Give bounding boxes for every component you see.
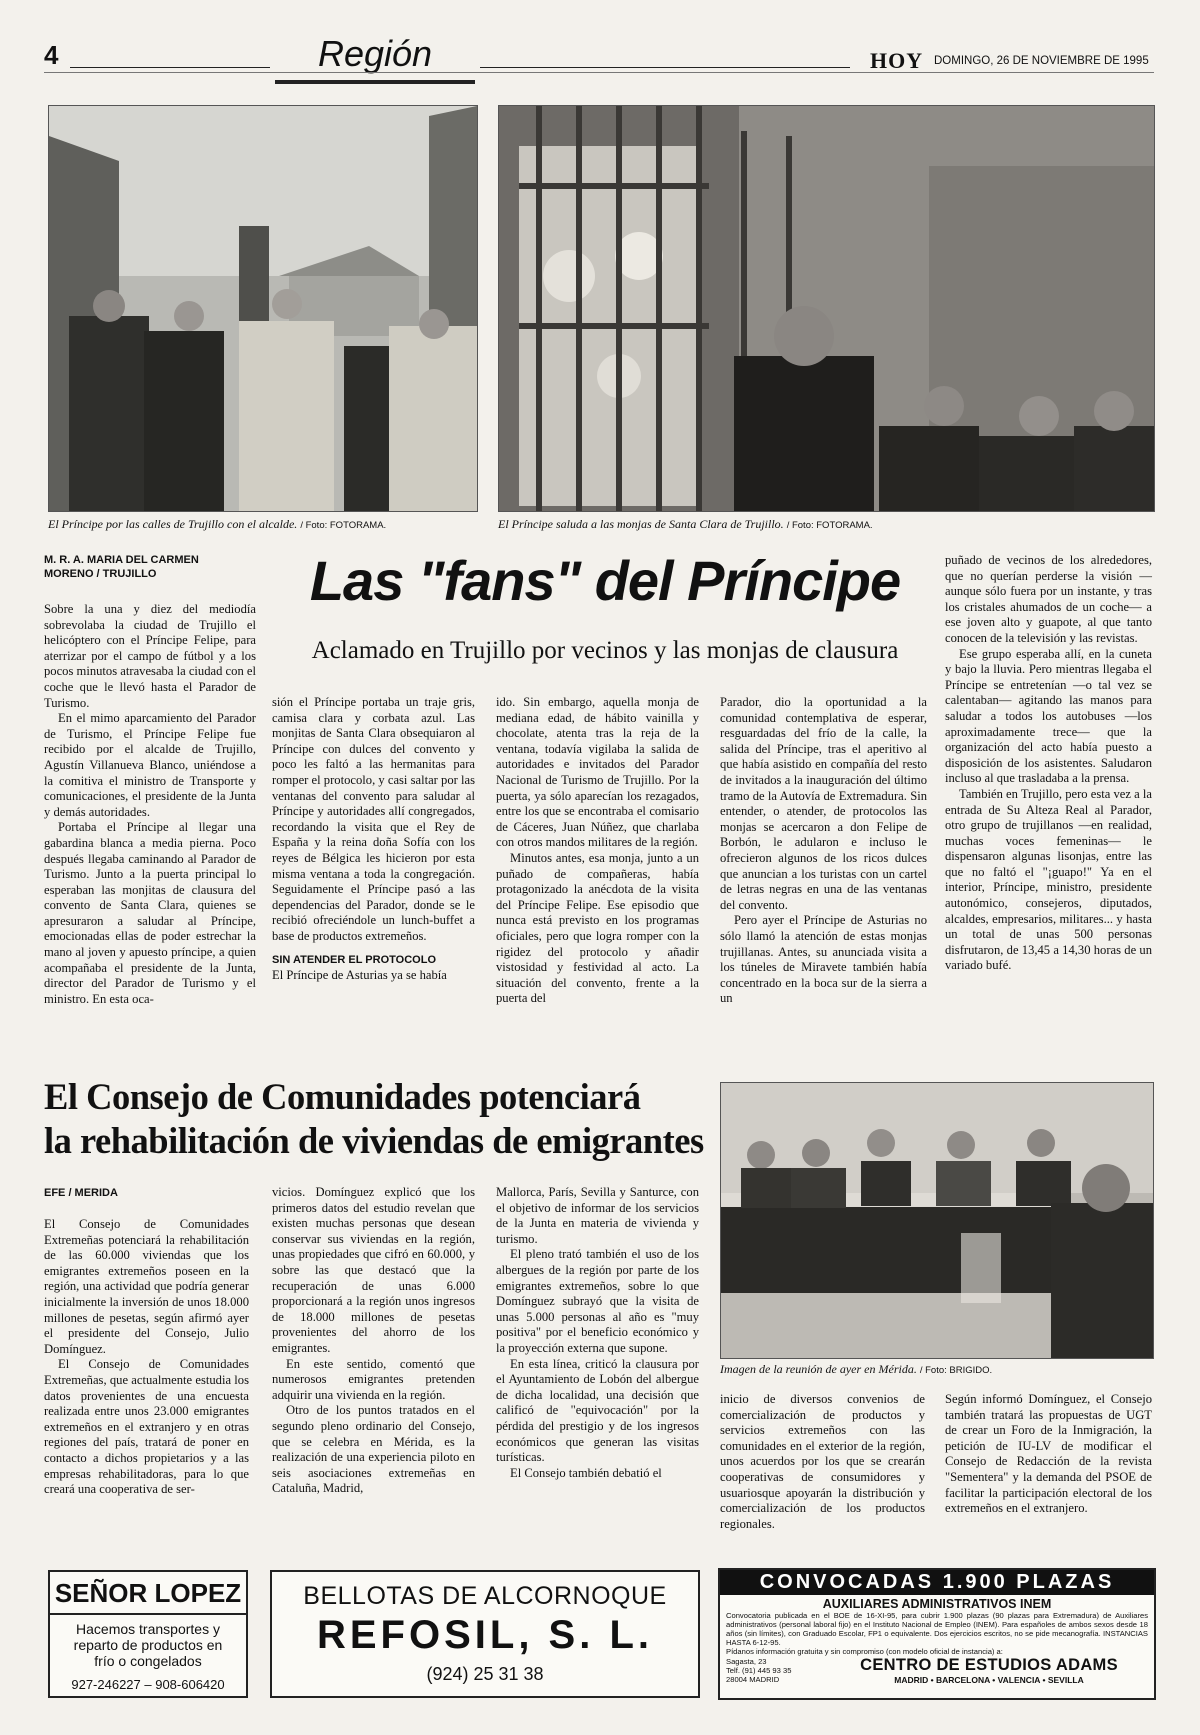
ad-adams-banner: CONVOCADAS 1.900 PLAZAS xyxy=(720,1570,1154,1595)
article2-byline: EFE / MERIDA xyxy=(44,1187,118,1199)
ad-refosil-name: REFOSIL, S. L. xyxy=(316,1613,654,1657)
ad-adams-school-block xyxy=(830,1656,1148,1685)
article1-paragraph: También en Trujillo, pero esta vez a la entrada de Su Alteza Real al Parador, otro grupo de trujillanos —en realidad, muchas voces femeninas— le dispensaron algunas lisonjas, entre las que no faltó el "¡guapo!" Ya en el interior, Príncipe, ministro, presidente autonómico, consejeros, diputados, alcaldes, empresarios, militares... y hasta un total de unas 500 personas disfrutaron, de 13,45 a 14,30 horas de un variado bufé. xyxy=(945,786,1152,973)
ad-adams-addr2: Telf. (91) 445 93 35 xyxy=(726,1666,792,1675)
article1-paragraph: Minutos antes, esa monja, junto a un puñado de compañeras, había protagonizado la anécdota de la visita del Príncipe Felipe. Ese episodio que nunca está previsto en los programas oficiales, pero que logra romper con la rigidez del protocolo y añadir vistosidad y festividad al acto. La situación del convento, frente a la puerta del xyxy=(496,850,699,1006)
article2-column-1 xyxy=(44,1217,249,1498)
caption-right-credit: / Foto: FOTORAMA. xyxy=(786,520,873,531)
ad-refosil-phone: (924) 25 31 38 xyxy=(426,1664,544,1684)
ad-refosil xyxy=(270,1570,700,1698)
article2-paragraph: El Consejo de Comunidades Extremeñas, que actualmente estudia los datos provenientes de una encuesta realizada entre unos 23.000 emigrantes extremeños en el extranjero y en otras regiones del país, tratará de poner en contacto a dichos propietarios y a las empresas rehabilitadoras, para lo que creará una cooperativa de ser- xyxy=(44,1357,249,1497)
article2-paragraph: inicio de diversos convenios de comercialización de productos y servicios extremeños con las comunidades en el exterior de la región, unos acuerdos por los que se crearán cooperativas de consumidores y usuariosque apoyarán la distribución y comercialización de los productos regionales. xyxy=(720,1392,925,1531)
article1-column-2 xyxy=(272,695,475,984)
article1-paragraph: El Príncipe de Asturias ya se había xyxy=(272,968,447,983)
photo-prince-nuns-image xyxy=(499,106,1154,511)
ad-adams-footer xyxy=(720,1656,1154,1690)
article1-paragraph: puñado de vecinos de los alrededores, que no querían perderse la visión —aunque sólo fuera por un instante, y tras los cristales ahumados de un coche— a ese joven alto y guapote, al que tanto conocen de la televisión y las revistas. xyxy=(945,553,1152,645)
article1-paragraph: ido. Sin embargo, aquella monja de mediana edad, de hábito vainilla y chocolate, atenta tras la reja de la ventana, todavía vigilaba la salida de autoridades e invitados del Parador Nacional de Turismo de Trujillo. Por la puerta, ya sólo aparecían los rezagados, entre los que se encontraba el comisario de Cáceres, Juan Núñez, que charlaba con otros mandos militares de la región. xyxy=(496,695,699,850)
article2-headline xyxy=(44,1075,724,1163)
article1-byline xyxy=(44,553,264,581)
photo-prince-streets xyxy=(48,105,478,512)
header-rule-left xyxy=(70,67,270,68)
article2-column-3 xyxy=(496,1185,699,1481)
ad-senor-lopez-line2: reparto de productos en xyxy=(73,1637,223,1653)
newspaper-name: HOY xyxy=(870,48,924,73)
section-title: Región xyxy=(318,33,433,74)
ad-refosil-line1: BELLOTAS DE ALCORNOQUE xyxy=(303,1582,667,1610)
header-date: DOMINGO, 26 DE NOVIEMBRE DE 1995 xyxy=(934,55,1149,67)
article1-byline-line2: MORENO / TRUJILLO xyxy=(44,568,157,580)
header-rule-right xyxy=(480,67,850,68)
ad-centro-adams xyxy=(718,1568,1156,1700)
photo-prince-streets-image xyxy=(49,106,477,511)
page-number: 4 xyxy=(44,40,59,70)
article2-headline-line1: El Consejo de Comunidades potenciará xyxy=(44,1076,641,1117)
article2-column-4 xyxy=(720,1392,925,1532)
article2-paragraph: Otro de los puntos tratados en el segundo pleno ordinario del Consejo, que se celebra en Mérida, es la realización de una experiencia piloto en seis asociaciones extremeñas en Cataluña, Madrid, xyxy=(272,1403,475,1496)
article1-byline-line1: M. R. A. MARIA DEL CARMEN xyxy=(44,554,199,566)
ad-senor-lopez-title: SEÑOR LOPEZ xyxy=(50,1578,246,1615)
article1-paragraph: Sobre la una y diez del mediodía sobrevolaba la ciudad de Trujillo el helicóptero con el Príncipe Felipe, para aterrizar por el campo de fútbol y a los pocos minutos atravesaba la ciudad con el coche que le llevó hasta el Parador de Turismo. xyxy=(44,602,256,710)
article1-paragraph: Pero ayer el Príncipe de Asturias no sólo llamó la atención de estas monjas trujillanas. Antes, su anunciada visita a los túneles de Miravete también había concentrado en la boca sur de la sierra a un xyxy=(720,913,927,1006)
article1-column-4 xyxy=(720,695,927,1007)
ad-senor-lopez-line1: Hacemos transportes y xyxy=(76,1621,220,1637)
ad-adams-school: CENTRO DE ESTUDIOS ADAMS xyxy=(860,1656,1118,1674)
section-underline xyxy=(275,80,475,84)
caption-left-text: El Príncipe por las calles de Trujillo con el alcalde. xyxy=(48,517,298,531)
photo-prince-nuns xyxy=(498,105,1155,512)
caption-right-photo xyxy=(498,517,1153,532)
article1-paragraph: Ese grupo esperaba allí, en la cuneta y bajo la lluvia. Pero mientras llegaba el Príncipe se entretenían —o tal vez se calentaban— agitando las manos para saludar a todos los autobuses —los aproximadamente trece— que la organización del acto había puesto a disposición de los asistentes. Saludaron incluso al que trasladaba a la prensa. xyxy=(945,646,1152,786)
ad-adams-addr3: 28004 MADRID xyxy=(726,1675,780,1684)
article1-column-3 xyxy=(496,695,699,1007)
article1-subheadline: Aclamado en Trujillo por vecinos y las monjas de clausura xyxy=(311,637,899,664)
header-rule-bottom xyxy=(44,72,1154,73)
article2-paragraph: vicios. Domínguez explicó que los primeros datos del estudio revelan que existen muchas personas que desean conservar sus viviendas en la región, unas propiedades que cifró en 60.000, y sobre las que destacó que la recuperación de unas 6.000 proporcionará a la región unos ingresos de 18.000 millones de pesetas provenientes del ahorro de los emigrantes. xyxy=(272,1185,475,1355)
article1-paragraph: Portaba el Príncipe al llegar una gabardina blanca a media pierna. Poco después llegaba caminando al Parador de Turismo. Junto a la puerta principal lo esperaban las monjitas de clausura del convento de Santa Clara, quienes se apresuraron a saludar al Príncipe, emocionadas ellas de poder estrechar la mano al joven y apuesto príncipe, a quien acompañaba el presidente de la Junta, director del Parador de Turismo y el ministro. En esta oca- xyxy=(44,820,256,1006)
ad-senor-lopez-line3: frío o congelados xyxy=(94,1653,202,1669)
ad-senor-lopez xyxy=(48,1570,248,1698)
caption-left-credit: / Foto: FOTORAMA. xyxy=(300,520,387,531)
article2-paragraph: El Consejo de Comunidades Extremeñas potenciará la rehabilitación de las 60.000 viviendas que los emigrantes extremeños poseen en la región, una actividad que podría generar inicialmente la inversión de unos 18.000 millones de pesetas, según afirmó ayer el presidente del Consejo, Julio Domínguez. xyxy=(44,1217,249,1356)
caption-meeting-photo xyxy=(720,1362,1152,1377)
article2-column-2 xyxy=(272,1185,475,1497)
article2-column-5 xyxy=(945,1392,1152,1517)
article1-subhead: SIN ATENDER EL PROTOCOLO xyxy=(272,953,436,966)
article1-paragraph: En el mimo aparcamiento del Parador de Turismo, el Príncipe Felipe fue recibido por el alcalde de Trujillo, Agustín Villanueva Blanco, uniéndose a la comitiva el ministro de Transporte y comunicaciones, el presidente de la Junta y demás autoridades. xyxy=(44,711,256,819)
article2-paragraph: Según informó Domínguez, el Consejo también tratará las propuestas de UGT de crear un Foro de la Inmigración, la petición de IU-LV de modificar el Consejo de Redacción de la revista "Sementera" y la demanda del PSOE de facilitar la participación electoral de los extremeños en el extranjero. xyxy=(945,1392,1152,1516)
article2-paragraph: En esta línea, criticó la clausura por el Ayuntamiento de Lobón del albergue de dicha localidad, una decisión que calificó de "equivocación" por la pérdida del prestigio y de los ingresos económicos que generan las visitas turísticas. xyxy=(496,1356,699,1465)
article2-headline-line2: la rehabilitación de viviendas de emigrantes xyxy=(44,1120,704,1161)
ad-adams-body: Convocatoria publicada en el BOE de 16-XI-95, para cubrir 1.900 plazas (90 plazas para Extremadura) de Auxiliares administrativos (personal laboral fijo) en el Instituto Nacional de Empleo (INEM). Para españoles de ambos sexos desde 18 años (sin límites), con Graduado Escolar, FP1 o equivalente. Dos ejercicios escritos, no se pide mecanografía. INSTANCIAS HASTA 6-12-95. xyxy=(726,1611,1148,1647)
ad-adams-info: Pídanos información gratuita y sin compromiso (con modelo oficial de instancia) a: xyxy=(726,1647,1003,1656)
article2-paragraph: El Consejo también debatió el xyxy=(510,1465,662,1480)
article1-headline: Las "fans" del Príncipe xyxy=(309,549,901,612)
article1-column-5 xyxy=(945,553,1152,974)
caption-right-text: El Príncipe saluda a las monjas de Santa Clara de Trujillo. xyxy=(498,517,784,531)
article1-column-1 xyxy=(44,602,256,1007)
article2-paragraph: El pleno trató también el uso de los albergues de la región por parte de los emigrantes extremeños, sobre lo que Domínguez subrayó que la visita de unas 5.000 personas al año es "muy positiva" por el beneficio económico y la proyección externa que supone. xyxy=(496,1247,699,1355)
article1-paragraph: Parador, dio la oportunidad a la comunidad contemplativa de esperar, resguardadas del frío de la calle, la salida del Príncipe, tras el aperitivo al que había asistido en compañía del resto de invitados a la inauguración del último tramo de la Autovía de Extremadura. Sin entender, o atender, de protocolos las monjas se acercaron a don Felipe de Borbón, le adularon e incluso le ofrecieron algunos de los ricos dulces que anuncian a los turistas con un cartel de letras negras en una de las ventanas del convento. xyxy=(720,695,927,912)
caption-meeting-text: Imagen de la reunión de ayer en Mérida. xyxy=(720,1362,917,1376)
ad-adams-title: AUXILIARES ADMINISTRATIVOS INEM xyxy=(822,1597,1052,1611)
ad-adams-addr1: Sagasta, 23 xyxy=(726,1657,767,1666)
photo-meeting-merida xyxy=(720,1082,1154,1359)
article2-paragraph: Mallorca, París, Sevilla y Santurce, con el objetivo de informar de los servicios de la Junta en materia de vivienda y turismo. xyxy=(496,1185,699,1246)
article2-paragraph: En este sentido, comentó que numerosos emigrantes pretenden adquirir una vivienda en la región. xyxy=(272,1356,475,1402)
ad-adams-address xyxy=(726,1657,791,1684)
article1-paragraph: sión el Príncipe portaba un traje gris, camisa clara y corbata azul. Las monjitas de Santa Clara obsequiaron al Príncipe con dulces del convento y poco les faltó a las hermanitas para romper el protocolo, y casi saltar por las ventanas del convento para saludar al Príncipe y autoridades allí congregados, recordando la visita que el Rey de España y la reina doña Sofía con los reyes de Bélgica les hicieron por esta misma ventana a toda la congregación. Seguidamente el Príncipe pasó a las dependencias del Parador, donde se le recibió ofreciéndole un lunch-buffet a base de productos extremeños. xyxy=(272,695,475,943)
caption-left-photo xyxy=(48,517,478,532)
ad-senor-lopez-phones: 927-246227 – 908-606420 xyxy=(71,1677,225,1692)
caption-meeting-credit: / Foto: BRIGIDO. xyxy=(919,1365,993,1376)
ad-adams-cities: MADRID • BARCELONA • VALENCIA • SEVILLA xyxy=(894,1675,1084,1685)
photo-meeting-merida-image xyxy=(721,1083,1153,1358)
